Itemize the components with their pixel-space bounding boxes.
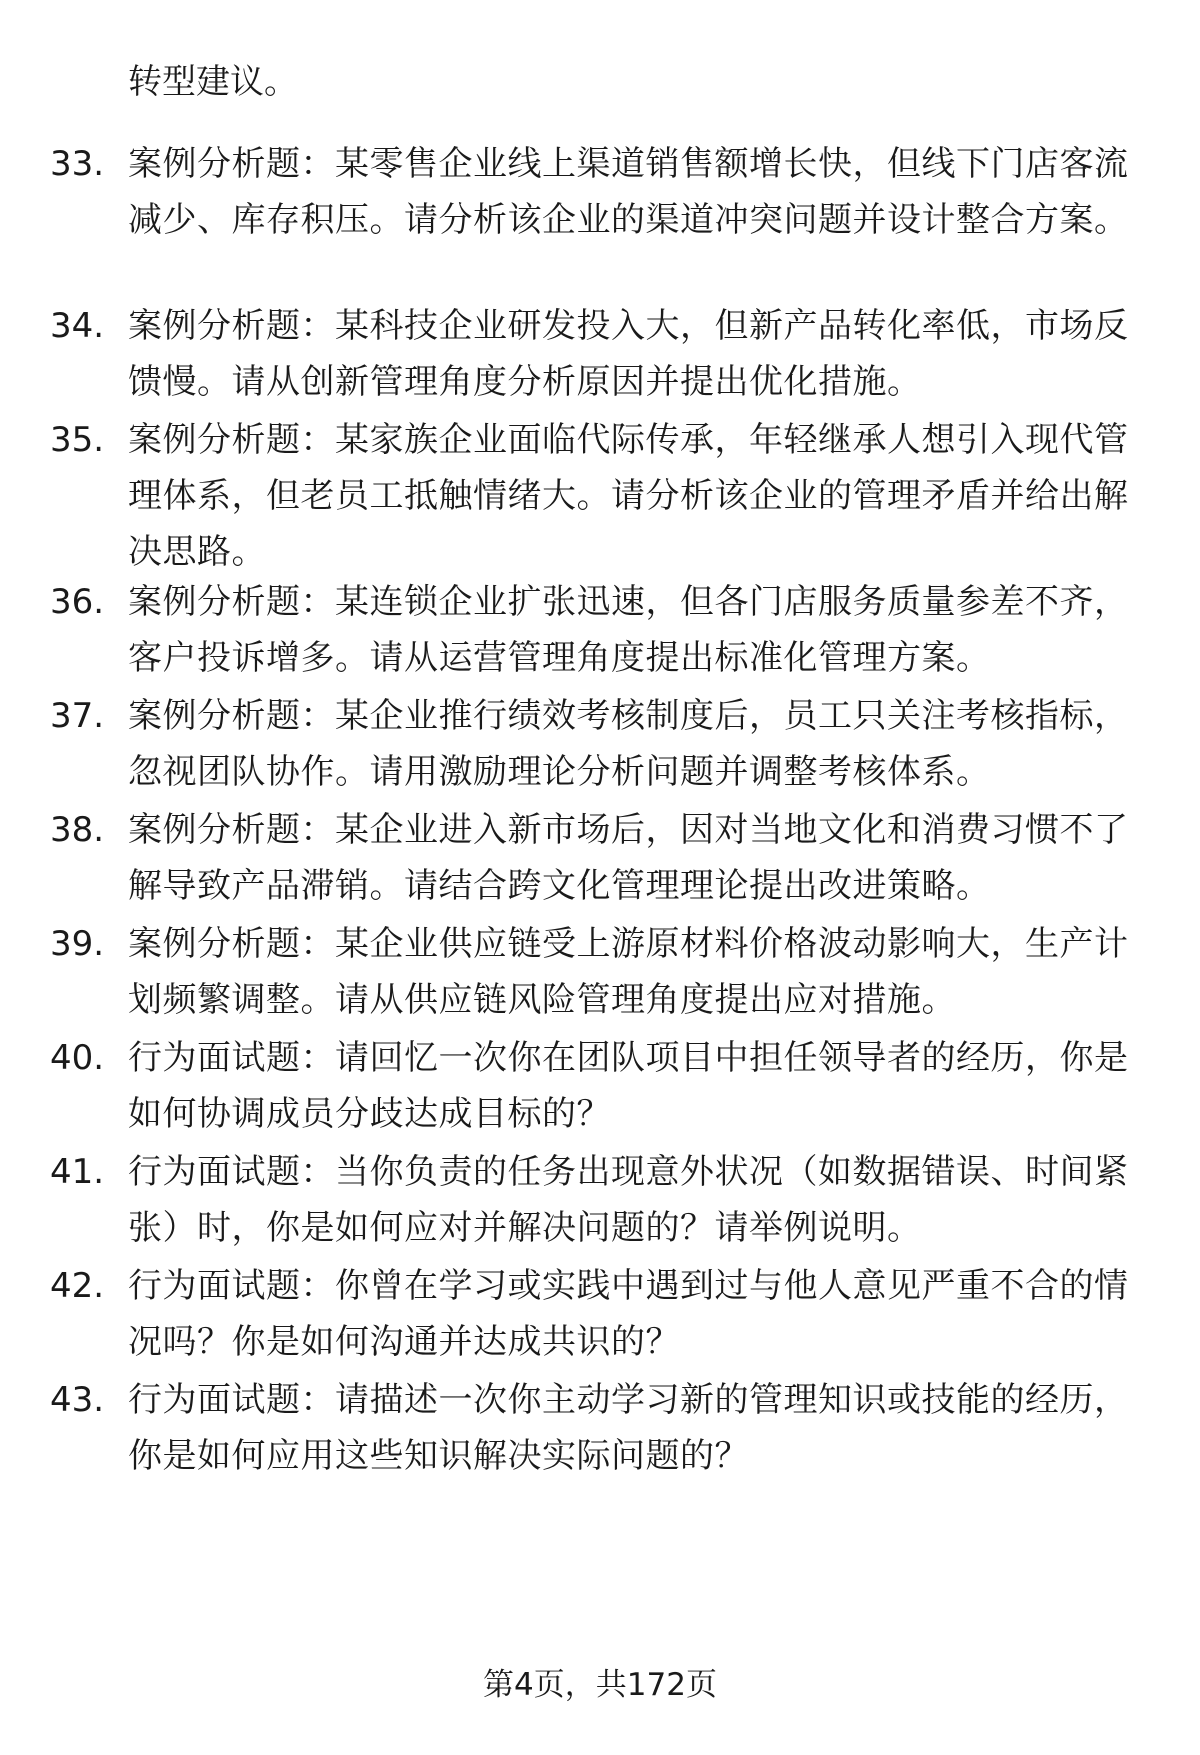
question-text: 行为面试题：当你负责的任务出现意外状况（如数据错误、时间紧张）时，你是如何应对并解决问题的？请举例说明。 [128, 1152, 1129, 1248]
question-text: 行为面试题：请回忆一次你在团队项目中担任领导者的经历，你是如何协调成员分歧达成目标的？ [128, 1038, 1129, 1134]
question-number: 33. [50, 144, 105, 184]
page-footer: 第4页，共172页 [483, 1667, 717, 1703]
question-number: 42. [50, 1266, 105, 1306]
question-text: 行为面试题：你曾在学习或实践中遇到过与他人意见严重不合的情况吗？你是如何沟通并达成共识的？ [128, 1266, 1129, 1362]
question-text: 案例分析题：某家族企业面临代际传承，年轻继承人想引入现代管理体系，但老员工抵触情绪大。请分析该企业的管理矛盾并给出解决思路。 [128, 420, 1129, 572]
question-text: 案例分析题：某企业供应链受上游原材料价格波动影响大，生产计划频繁调整。请从供应链风险管理角度提出应对措施。 [128, 924, 1129, 1020]
continuation-text: 转型建议。 [128, 62, 298, 102]
question-text: 案例分析题：某零售企业线上渠道销售额增长快，但线下门店客流减少、库存积压。请分析该企业的渠道冲突问题并设计整合方案。 [128, 144, 1129, 240]
question-text: 案例分析题：某连锁企业扩张迅速，但各门店服务质量参差不齐，客户投诉增多。请从运营管理角度提出标准化管理方案。 [128, 582, 1129, 678]
question-number: 37. [50, 696, 105, 736]
question-number: 39. [50, 924, 105, 964]
question-number: 40. [50, 1038, 105, 1078]
question-text: 案例分析题：某企业进入新市场后，因对当地文化和消费习惯不了解导致产品滞销。请结合跨文化管理理论提出改进策略。 [128, 810, 1129, 906]
question-text: 行为面试题：请描述一次你主动学习新的管理知识或技能的经历，你是如何应用这些知识解决实际问题的？ [128, 1380, 1129, 1476]
question-number: 36. [50, 582, 105, 622]
question-text: 案例分析题：某企业推行绩效考核制度后，员工只关注考核指标，忽视团队协作。请用激励理论分析问题并调整考核体系。 [128, 696, 1129, 792]
question-number: 38. [50, 810, 105, 850]
question-number: 35. [50, 420, 105, 460]
question-number: 34. [50, 306, 105, 346]
question-number: 41. [50, 1152, 105, 1192]
question-text: 案例分析题：某科技企业研发投入大，但新产品转化率低，市场反馈慢。请从创新管理角度分析原因并提出优化措施。 [128, 306, 1129, 402]
question-number: 43. [50, 1380, 105, 1420]
